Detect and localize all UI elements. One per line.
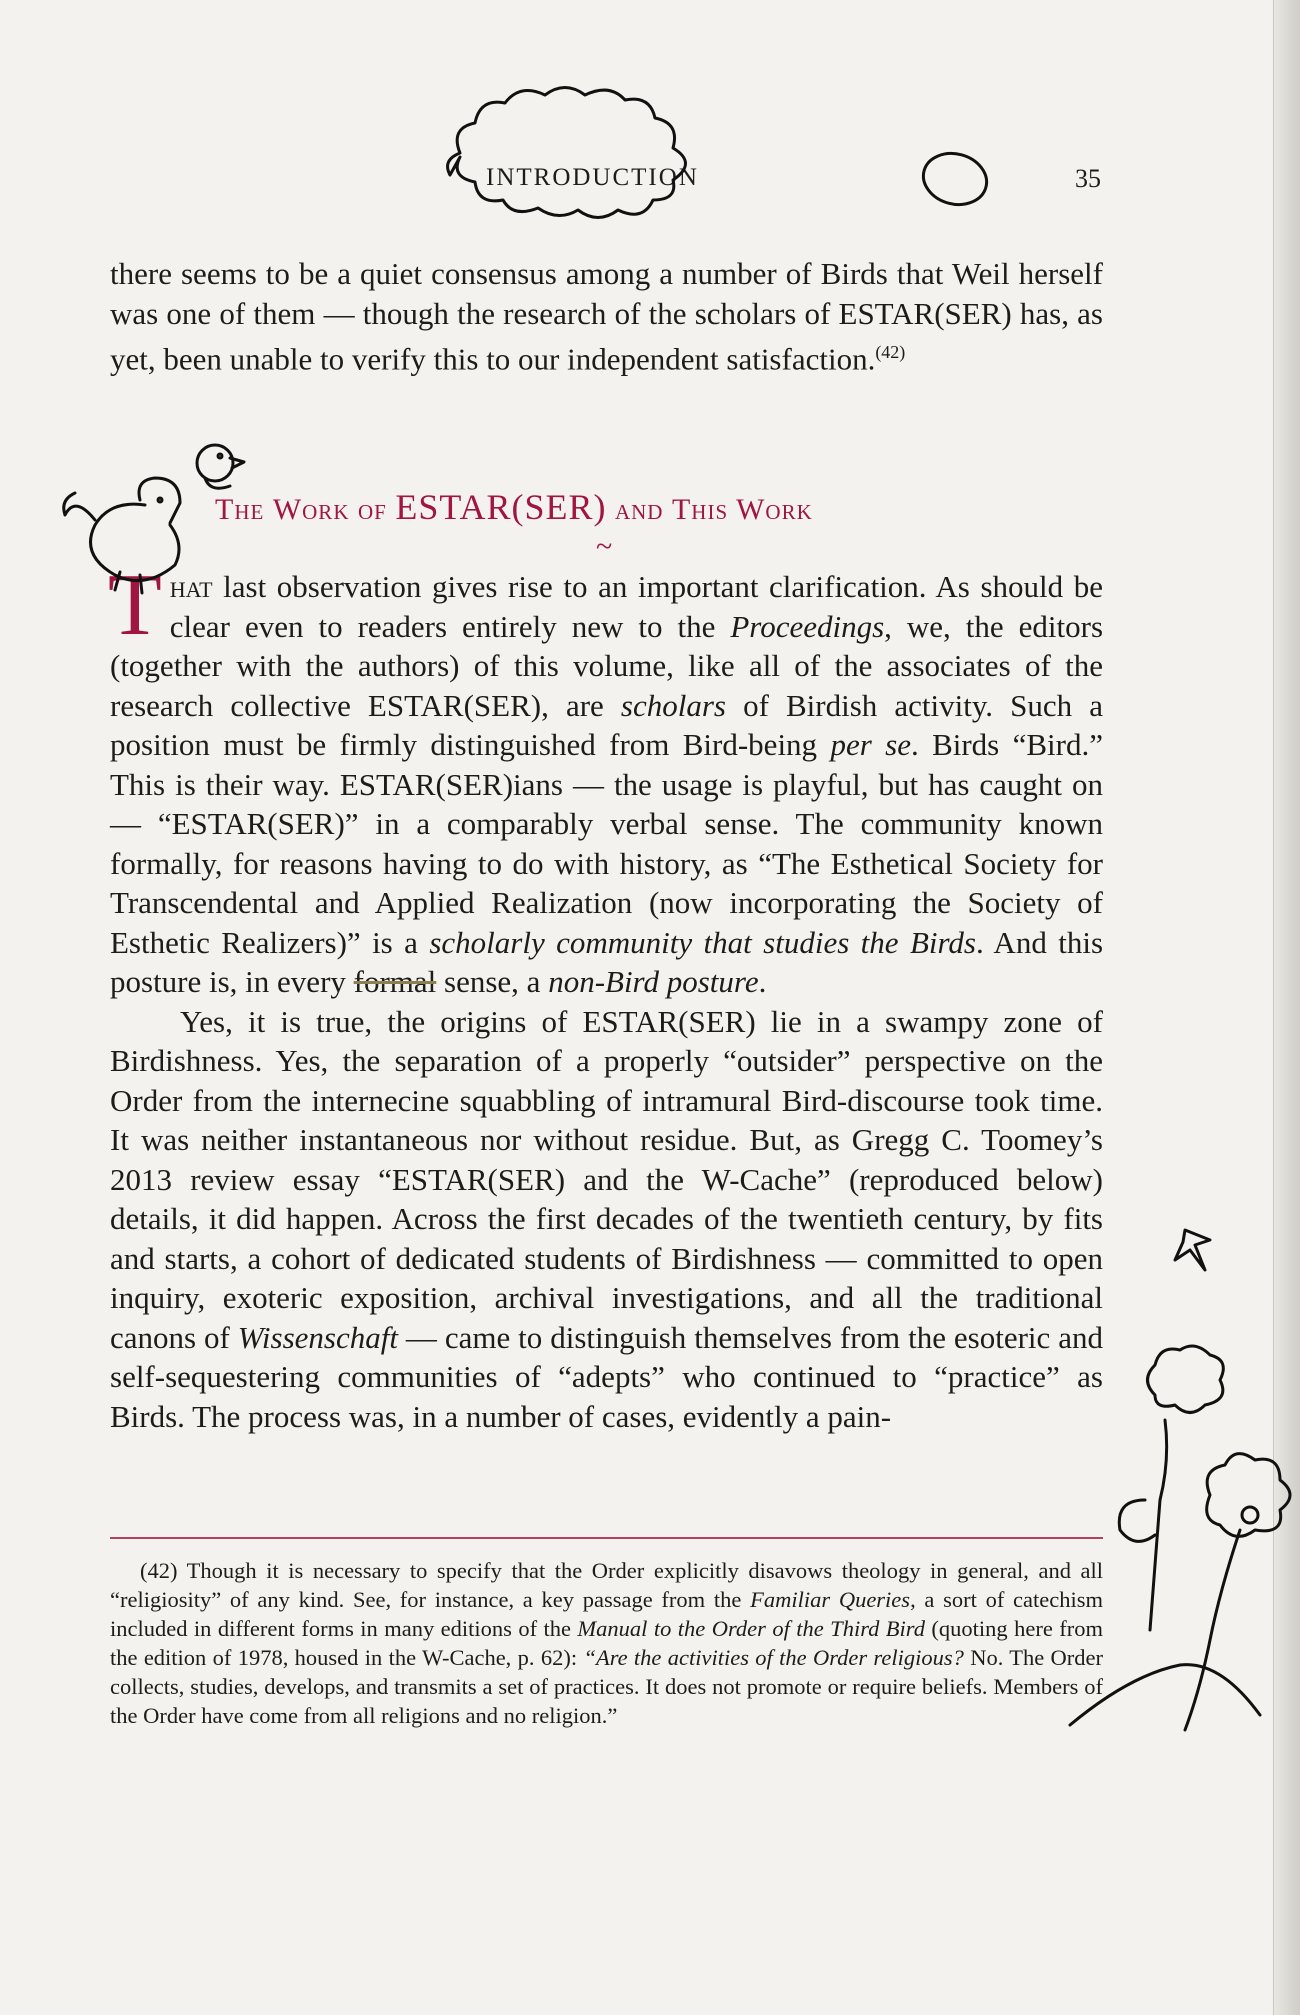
text-run: (quoting here from the edition of 1978, housed in the W-Cache, p. 62): xyxy=(110,1616,1103,1670)
running-header: INTRODUCTION xyxy=(486,164,699,191)
footnote-marker: (42) xyxy=(140,1558,178,1583)
italic-run: “Are the activities of the Order religious? xyxy=(583,1645,964,1670)
heading-word-work-of: Work of xyxy=(272,493,387,526)
text-run: , a sort of catechism included in different forms in many editions of the xyxy=(110,1587,1104,1641)
heading-word-this-work: This Work xyxy=(671,493,813,526)
italic-run: Wissenschaft xyxy=(237,1319,398,1355)
bird-doodle-icon xyxy=(64,478,180,593)
italic-run: non-Bird posture xyxy=(548,964,759,999)
italic-run: Proceedings xyxy=(730,608,885,644)
text-run: Yes, it is true, the origins of ESTAR(SER) lie in a swampy zone of Birdishness. Yes, the separation of a properly “outsider” perspective on the Order from the internecine squabbling of intramural Bird-discourse took time. It was neither instantaneous nor without residue. But, as Gregg C. Toomey’s 2013 review essay “ESTAR(SER) and the W-Cache” (reproduced below) details, it did happen. Across the first decades of the twentieth century, by fits and starts, a cohort of dedicated students of Birdishness — committed to open inquiry, exoteric exposition, archival investigations, and all the traditional canons of xyxy=(110,1003,1103,1355)
drop-cap: T xyxy=(108,557,162,654)
italic-run: scholarly community that studies the Birds xyxy=(429,924,976,960)
text-run: , we, the editors (together with the authors) of this volume, like all of the associates of the research collective ESTAR(SER), are xyxy=(110,608,1104,723)
page-number: 35 xyxy=(1075,164,1101,193)
footnote-reference: (42) xyxy=(875,342,906,362)
italic-run: per se xyxy=(830,727,911,762)
hill-doodle-icon xyxy=(1070,1665,1260,1725)
text-run: No. The Order collects, studies, develops, and transmits a set of practices. It does not promote or require beliefs. Members of the Order have come from all religions and no religion.” xyxy=(110,1645,1104,1728)
text-run: Though it is necessary to specify that the Order explicitly disavows theology in general, and all “religiosity” of any kind. See, for instance, a key passage from the xyxy=(110,1558,1103,1612)
star-doodle-icon xyxy=(1175,1230,1210,1270)
text-run: last observation gives rise to an important clarification. As should be clear even to readers entirely new to the xyxy=(169,569,1103,644)
heading-word-and: and xyxy=(614,493,664,526)
oval-doodle-icon xyxy=(918,147,993,212)
text-run: of Birdish activity. Such a position must be firmly distinguished from Bird-being xyxy=(110,687,1103,762)
chick-doodle-icon xyxy=(197,445,244,488)
italic-run: Manual to the Order of the Third Bird xyxy=(577,1616,925,1641)
text-run: — came to distinguish themselves from the esoteric and self-sequestering communities of “adepts” who continued to “practice” as Birds. The process was, in a number of cases, evidently a pain- xyxy=(110,1319,1103,1434)
heading-word-the: The xyxy=(215,493,265,526)
text-run: . xyxy=(758,964,767,999)
heading-ornament: ~ xyxy=(596,530,613,563)
intro-text: there seems to be a quiet consensus among a number of Birds that Weil herself was one of them — though the research of the scholars of ESTAR(SER) has, as yet, been unable to verify this to our independent satisfaction. xyxy=(110,256,1103,377)
lead-in: hat xyxy=(169,569,213,604)
italic-run: scholars xyxy=(620,687,726,723)
text-run: . And this posture is, in every xyxy=(110,924,1104,999)
cloud-doodle-icon xyxy=(448,88,686,218)
text-run: . Birds “Bird.” This is their way. ESTAR(SER)ians — the usage is playful, but has caught on — “ESTAR(SER)” in a comparably verbal sense. The community known formally, for reasons having to do with history, as “The Esthetical Society for Transcendental and Applied Realization (now incorporating the Society of Esthetic Realizers)” is a xyxy=(110,727,1103,960)
italic-run: Familiar Queries xyxy=(750,1587,911,1612)
heading-word-estarser: ESTAR(SER) xyxy=(395,487,607,527)
struck-word: formal xyxy=(353,964,437,999)
text-run: sense, a xyxy=(444,964,541,999)
